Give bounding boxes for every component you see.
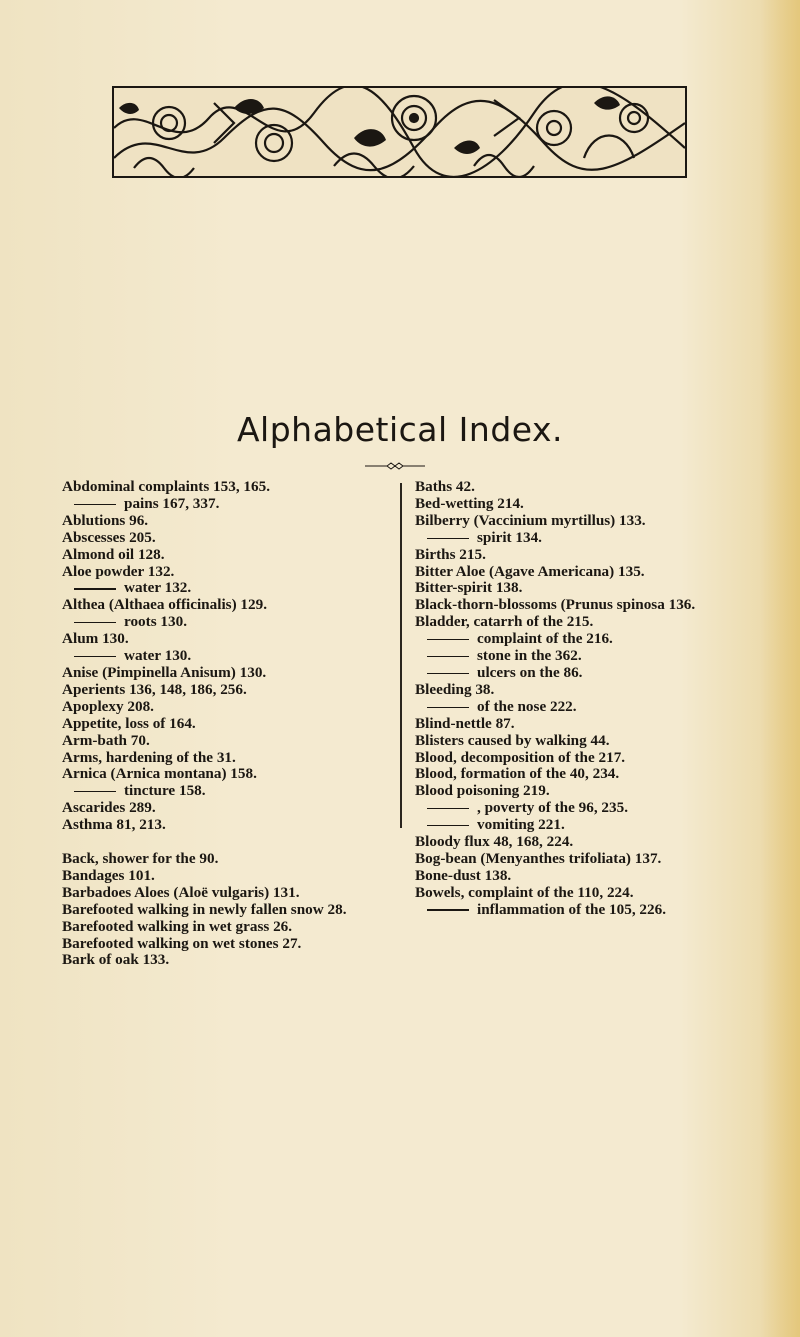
- ditto-dash: [74, 791, 116, 792]
- ditto-dash: [427, 538, 469, 539]
- index-entry: [62, 902, 387, 919]
- index-entry: [62, 530, 387, 547]
- index-entry-text: inflammation of the 105, 226.: [477, 900, 666, 918]
- index-entry-text: Bladder, catarrh of the 215.: [415, 613, 594, 631]
- index-entry: [415, 783, 745, 800]
- index-entry: [415, 580, 745, 597]
- index-entry-text: Bloody flux 48, 168, 224.: [415, 833, 574, 851]
- index-entry-text: ulcers on the 86.: [477, 663, 583, 681]
- index-entry-text: complaint of the 216.: [477, 630, 613, 648]
- index-subentry: [415, 665, 745, 682]
- index-entry-text: Bitter-spirit 138.: [415, 579, 523, 597]
- index-subentry: [415, 530, 745, 547]
- index-entry-text: water 132.: [124, 579, 192, 597]
- index-entry-text: , poverty of the 96, 235.: [477, 799, 629, 817]
- index-entry: [62, 513, 387, 530]
- index-entry-text: Bone-dust 138.: [415, 866, 512, 884]
- index-entry-text: Barefooted walking on wet stones 27.: [62, 934, 302, 952]
- index-entry-text: of the nose 222.: [477, 697, 577, 715]
- index-entry: [415, 513, 745, 530]
- index-entry-text: Blisters caused by walking 44.: [415, 731, 610, 749]
- index-entry-text: Asthma 81, 213.: [62, 816, 166, 834]
- index-subentry: [62, 614, 387, 631]
- index-entry-text: stone in the 362.: [477, 647, 582, 665]
- index-entry-text: water 130.: [124, 647, 192, 665]
- index-entry-text: pains 167, 337.: [124, 494, 220, 512]
- index-entry: [62, 682, 387, 699]
- index-entry: [62, 766, 387, 783]
- ditto-dash: [74, 504, 116, 505]
- index-entry-text: tincture 158.: [124, 782, 206, 800]
- index-entry-text: Blood, formation of the 40, 234.: [415, 765, 620, 783]
- index-entry-text: Blind-nettle 87.: [415, 714, 515, 732]
- index-entry: [62, 733, 387, 750]
- index-subentry: [415, 699, 745, 716]
- index-entry-text: Arms, hardening of the 31.: [62, 748, 236, 766]
- index-entry: [415, 885, 745, 902]
- index-entry-text: Almond oil 128.: [62, 545, 165, 563]
- index-entry: [415, 868, 745, 885]
- floral-banner-icon: [114, 88, 685, 176]
- index-entry-text: Back, shower for the 90.: [62, 850, 219, 868]
- index-entry-text: Anise (Pimpinella Anisum) 130.: [62, 663, 267, 681]
- index-entry-text: Blood poisoning 219.: [415, 782, 550, 800]
- index-subentry: [415, 631, 745, 648]
- index-entry: [62, 851, 387, 868]
- index-subentry: [415, 902, 745, 919]
- ditto-dash: [427, 825, 469, 826]
- index-entry-text: Bed-wetting 214.: [415, 494, 524, 512]
- index-entry-text: Bog-bean (Menyanthes trifoliata) 137.: [415, 849, 662, 867]
- index-entry-text: Aloe powder 132.: [62, 562, 175, 580]
- index-entry: [62, 800, 387, 817]
- index-entry-text: Births 215.: [415, 545, 486, 563]
- index-entry: [415, 682, 745, 699]
- index-section-gap: [62, 834, 387, 851]
- index-entry-text: Apoplexy 208.: [62, 697, 154, 715]
- index-subentry: [62, 783, 387, 800]
- index-entry: [415, 834, 745, 851]
- index-subentry: [415, 817, 745, 834]
- index-entry-text: Black-thorn-blossoms (Prunus spinosa 136.: [415, 596, 696, 614]
- index-entry-text: vomiting 221.: [477, 816, 565, 834]
- index-entry: [62, 885, 387, 902]
- index-entry: [62, 919, 387, 936]
- index-column-left: [62, 479, 387, 969]
- decorative-banner: [112, 86, 687, 178]
- index-entry: [415, 614, 745, 631]
- index-entry: [415, 716, 745, 733]
- index-entry-text: Abscesses 205.: [62, 528, 156, 546]
- index-entry-text: Arm-bath 70.: [62, 731, 150, 749]
- index-entry-text: Bandages 101.: [62, 866, 155, 884]
- index-entry-text: Blood, decomposition of the 217.: [415, 748, 626, 766]
- index-entry-text: Bowels, complaint of the 110, 224.: [415, 883, 634, 901]
- ditto-dash: [427, 656, 469, 657]
- ditto-dash: [427, 673, 469, 674]
- index-entry-text: Baths 42.: [415, 478, 475, 495]
- index-entry-text: Alum 130.: [62, 630, 129, 648]
- ditto-dash: [74, 656, 116, 657]
- index-entry-text: Appetite, loss of 164.: [62, 714, 196, 732]
- index-entry: [62, 665, 387, 682]
- index-entry-text: Barbadoes Aloes (Aloë vulgaris) 131.: [62, 883, 300, 901]
- index-column-right: [415, 479, 745, 919]
- ditto-dash: [427, 707, 469, 708]
- index-entry: [415, 496, 745, 513]
- ditto-dash: [427, 808, 469, 809]
- index-entry-text: Arnica (Arnica montana) 158.: [62, 765, 257, 783]
- index-entry: [415, 851, 745, 868]
- index-subentry: [415, 800, 745, 817]
- column-divider: [400, 483, 402, 828]
- index-entry-text: Bleeding 38.: [415, 680, 495, 698]
- index-entry: [62, 597, 387, 614]
- index-entry-text: spirit 134.: [477, 528, 542, 546]
- ditto-dash: [427, 639, 469, 640]
- index-entry-text: Barefooted walking in wet grass 26.: [62, 917, 293, 935]
- index-entry: [62, 750, 387, 767]
- index-entry: [62, 564, 387, 581]
- index-entry-text: roots 130.: [124, 613, 187, 631]
- index-entry-text: Ascarides 289.: [62, 799, 156, 817]
- index-entry-text: Ablutions 96.: [62, 511, 149, 529]
- page-title: Alphabetical Index.: [236, 410, 564, 449]
- index-subentry: [62, 648, 387, 665]
- index-entry-text: Barefooted walking in newly fallen snow 28.: [62, 900, 347, 918]
- index-entry: [415, 547, 745, 564]
- index-entry-text: Bitter Aloe (Agave Americana) 135.: [415, 562, 645, 580]
- index-entry-text: Aperients 136, 148, 186, 256.: [62, 680, 247, 698]
- index-entry: [62, 479, 387, 496]
- index-entry: [415, 766, 745, 783]
- ditto-dash: [74, 588, 116, 589]
- index-entry: [415, 733, 745, 750]
- index-entry: [62, 817, 387, 834]
- index-entry: [62, 936, 387, 953]
- index-entry: [62, 952, 387, 969]
- index-entry: [62, 631, 387, 648]
- ditto-dash: [74, 622, 116, 623]
- index-subentry: [62, 496, 387, 513]
- index-entry-text: Abdominal complaints 153, 165.: [62, 478, 271, 495]
- index-entry: [62, 547, 387, 564]
- index-entry: [62, 716, 387, 733]
- index-entry: [415, 750, 745, 767]
- page-edge-stain: [760, 0, 800, 1337]
- index-entry: [415, 597, 745, 614]
- ditto-dash: [427, 909, 469, 910]
- index-entry: [62, 699, 387, 716]
- index-entry: [62, 868, 387, 885]
- index-entry-text: Althea (Althaea officinalis) 129.: [62, 596, 268, 614]
- index-subentry: [62, 580, 387, 597]
- index-entry-text: Bilberry (Vaccinium myrtillus) 133.: [415, 511, 646, 529]
- title-ornament-icon: [365, 462, 425, 470]
- index-subentry: [415, 648, 745, 665]
- index-entry: [415, 564, 745, 581]
- index-entry-text: Bark of oak 133.: [62, 951, 170, 969]
- index-entry: [415, 479, 745, 496]
